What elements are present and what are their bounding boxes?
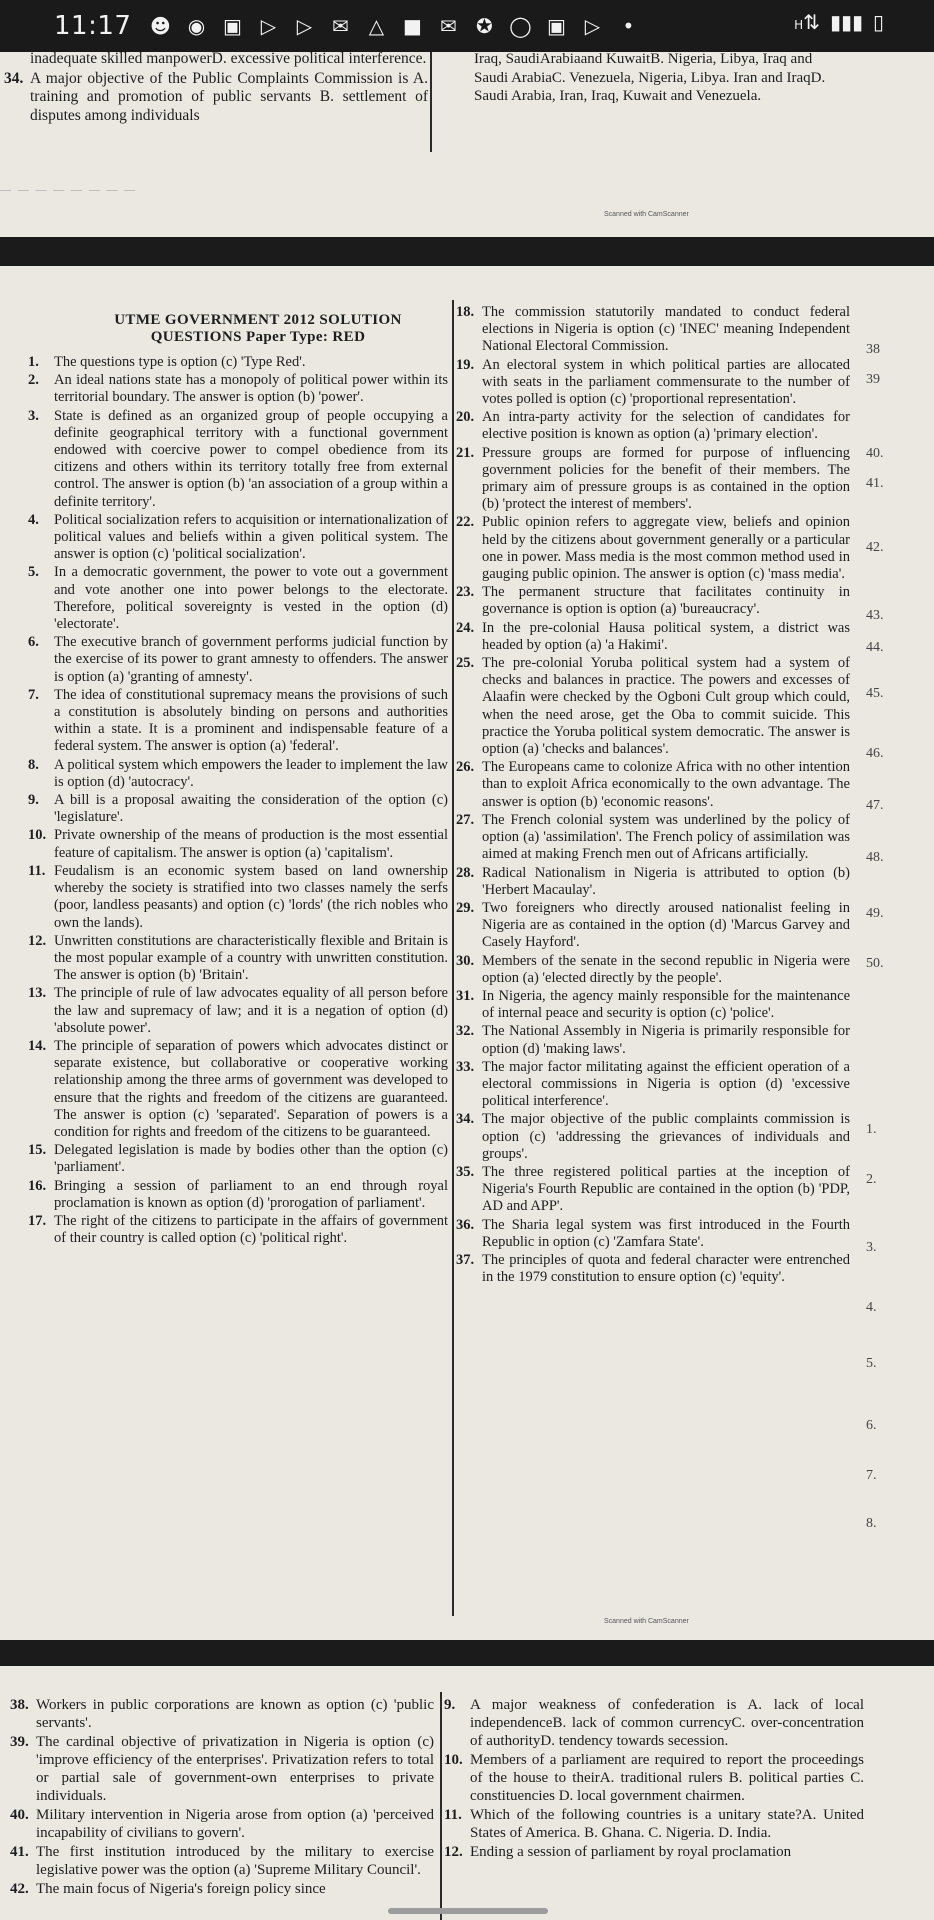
question-item [444,1806,864,1842]
question-text: State is defined as an organized group of people occupying a definite geographical territory with a functional government endowed with coercive power to compel obedience from its citizens and others within its territory totally free from external control. The answer is option (b) 'an association of a group within a definite territory'. [54,407,448,510]
question-number: 10. [28,827,47,844]
question-item [4,52,428,69]
question-item [28,792,448,826]
question-number: 38. [10,1697,29,1713]
question-item [28,933,448,985]
question-number: 8. [28,756,39,773]
o-icon: ◯ [509,14,532,38]
question-text: A major weakness of confederation is A. lack of local independenceB. lack of common currencyC. over-concentration of authorityD. tendency towards secession. [470,1697,864,1749]
question-number: 5. [28,564,39,581]
question-item [456,953,850,987]
question-text: An intra-party activity for the selection of candidates for elective position is known as option (a) 'primary election'. [482,409,850,443]
question-text: The three registered political parties at the inception of Nigeria's Fourth Republic are contained in the option (b) 'PDP, AD and APP'. [482,1163,850,1215]
question-text: Delegated legislation is made by bodies other than the option (c) 'parliament'. [54,1142,448,1176]
question-number: 10. [444,1752,463,1768]
scanner-watermark: Scanned with CamScanner [604,1618,689,1625]
question-number: 2. [28,372,39,389]
margin-number: 6. [866,1418,877,1433]
question-item [456,514,850,583]
question-number: 13. [28,985,47,1002]
question-text: Unwritten constitutions are characteristically flexible and Britain is the most popular example of a country with unwritten constitution. The answer is option (b) 'Britain'. [54,932,448,984]
question-text: The principle of separation of powers which advocates distinct or separate existence, but collaborative or cooperative working relationship among the three arms of government was developed to ensure that the rights and freedom of the citizens are guaranteed. The answer is option (c) 'separated'. Separation of powers is a condition for rights and freedom of the citizens to be guaranteed. [54,1037,448,1140]
question-item [456,409,850,443]
question-item [28,564,448,633]
v-app-icon: ▣ [222,14,242,38]
page3-right-column [444,1696,864,1862]
page2-right-column [456,304,850,1287]
question-number: 34. [456,1111,475,1128]
question-item [10,1843,434,1879]
question-text: Political socialization refers to acquisition or internationalization of political values and beliefs within a given political system. The answer is option (c) 'political socialization'. [54,511,448,563]
question-text: The executive branch of government performs judicial function by the exercise of its power to grant amnesty to offenders. The answer is option (a) 'granting of amnesty'. [54,634,448,685]
margin-number: 7. [866,1468,877,1483]
question-item [444,1843,864,1861]
question-number: 25. [456,655,475,672]
question-number: 24. [456,619,475,636]
robot-icon: ☻ [150,14,171,38]
jiji-icon: ▷ [260,14,277,38]
question-item [456,1217,850,1251]
scanned-page-top [0,52,934,237]
question-number: 11. [444,1807,462,1823]
margin-number: 2. [866,1172,877,1187]
battery-icon: ▯ [872,10,884,34]
star-icon: ✪ [476,14,493,38]
question-number: 42. [10,1881,29,1897]
facebook-icon: ◉ [187,14,206,38]
question-number: 27. [456,811,475,828]
title-line2: QUESTIONS Paper Type: RED [150,329,366,345]
question-text: The principle of rule of law advocates equality of all person before the law and supremacy of law; and it is a negation of option (d) 'absolute power'. [54,985,448,1036]
question-number: 33. [456,1058,475,1075]
question-number: 29. [456,899,475,916]
question-item [28,354,448,371]
notification-icons [147,14,641,38]
gmail-icon: ✉ [440,14,457,38]
question-text: Which of the following countries is a unitary state?A. United States of America. B. Ghana. C. Nigeria. D. India. [470,1807,864,1841]
question-text: In the pre-colonial Hausa political system, a district was headed by option (a) 'a Hakimi'. [482,619,850,653]
question-item [28,985,448,1037]
margin-number: 49. [866,906,884,921]
page1-right-text: Iraq, SaudiArabiaand KuwaitB. Nigeria, Libya, Iraq and Saudi ArabiaC. Venezuela, Nigeria, Libya. Iran and IraqD. Saudi Arabia, Iran, Iraq, Kuwait and Venezuela. [474,52,826,104]
scanned-page-bottom [0,1666,934,1920]
question-text: Military intervention in Nigeria arose from option (a) 'perceived incapability of civilians to govern'. [36,1807,434,1841]
page3-left-column [10,1696,434,1899]
margin-numbers [866,266,926,1640]
question-text: The pre-colonial Yoruba political system had a system of checks and balances in practice. The powers and excesses of Alaafin were checked by the Ogboni Cult group which could, when the need arose, get the Oba to commit suicide. This practice the Yoruba political system democratic. The answer is option (a) 'checks and balances'. [482,655,850,758]
question-text: inadequate skilled manpowerD. excessive political interference. [30,52,427,67]
question-text: Pressure groups are formed for purpose of influencing government policies for the benefit of their members. The primary aim of pressure groups is as contained in the option (b) 'protect the interest of members'. [482,444,850,513]
question-number: 11. [28,862,46,879]
column-divider [430,52,432,152]
question-text: The right of the citizens to participate in the affairs of government of their country is called option (c) 'political right'. [54,1212,448,1247]
question-number: 14. [28,1037,47,1054]
gmail-icon: ✉ [332,14,349,38]
question-number: 20. [456,409,475,426]
question-text: Public opinion refers to aggregate view, beliefs and opinion held by the citizens about government generally or a particular one in power. Mass media is the most common method used in gauging public opinion. The answer is option (c) 'mass media'. [482,514,850,583]
question-number: 26. [456,759,475,776]
question-number: 4. [28,511,39,528]
question-number: 34. [4,69,24,87]
question-number: 21. [456,444,475,461]
question-item [444,1751,864,1805]
question-text: The Europeans came to colonize Africa with no other intention than to exploit Africa economically to the own advantage. The answer is option (b) 'economic reasons'. [482,759,850,810]
question-text: Bringing a session of parliament to an end through royal proclamation is known as option (d) 'prorogation of parliament'. [54,1177,448,1211]
question-number: 37. [456,1251,475,1268]
question-number: 12. [444,1844,463,1860]
page2-left-column [28,312,448,1248]
margin-number: 1. [866,1122,877,1137]
dot-icon: • [622,14,635,38]
question-text: The major factor militating against the efficient operation of a electoral commissions in Nigeria is option (d) 'excessive political interference'. [482,1058,850,1110]
margin-number: 48. [866,850,884,865]
question-item [456,1111,850,1163]
question-number: 17. [28,1212,47,1229]
question-item [28,1038,448,1141]
question-text: The principles of quota and federal character were entrenched in the 1979 constitution to ensure option (c) 'equity'. [482,1251,850,1286]
question-item [28,863,448,932]
question-number: 31. [456,987,475,1004]
question-item [456,304,850,356]
question-item [28,1213,448,1247]
question-item [456,1252,850,1286]
question-number: 36. [456,1216,475,1233]
question-text: Radical Nationalism in Nigeria is attributed to option (b) 'Herbert Macaulay'. [482,864,850,898]
question-item [28,827,448,861]
question-item [456,620,850,654]
margin-number: 50. [866,956,884,971]
question-number: 35. [456,1163,475,1180]
n-icon: ■ [402,14,422,38]
question-item [456,1023,850,1057]
question-item [456,584,850,618]
question-text: Two foreigners who directly aroused nationalist feeling in Nigeria are as contained in the option (d) 'Marcus Garvey and Casely Hayford'. [482,899,850,951]
question-item [456,357,850,409]
question-text: The commission statutorily mandated to conduct federal elections in Nigeria is option (c) 'INEC' meaning Independent National Electoral Commission. [482,304,850,355]
question-text: An ideal nations state has a monopoly of political power within its territorial boundary. The answer is option (b) 'power'. [54,372,448,406]
column-divider [440,1692,442,1920]
question-number: 9. [28,792,39,809]
scanner-watermark: Scanned with CamScanner [604,211,689,218]
margin-number: 4. [866,1300,877,1315]
margin-number: 38 [866,342,880,357]
page1-right-column [474,52,850,106]
margin-number: 47. [866,798,884,813]
question-text: The major objective of the public complaints commission is option (c) 'addressing the grievances of individuals and groups'. [482,1111,850,1162]
question-item [456,812,850,864]
question-text: Private ownership of the means of production is the most essential feature of capitalism. The answer is option (a) 'capitalism'. [54,827,448,861]
play-icon: ▷ [584,14,601,38]
network-label: H [794,18,804,32]
margin-number: 40. [866,446,884,461]
question-number: 41. [10,1844,29,1860]
question-number: 23. [456,584,475,601]
margin-number: 46. [866,746,884,761]
question-text: The questions type is option (c) 'Type Red'. [54,354,306,370]
gesture-home-bar[interactable] [388,1908,548,1914]
question-item [456,759,850,811]
margin-number: 44. [866,640,884,655]
question-item [10,1806,434,1842]
question-item [10,1880,434,1898]
question-text: The main focus of Nigeria's foreign policy since [36,1881,326,1897]
question-item [10,1696,434,1732]
question-number: 32. [456,1023,475,1040]
question-text: Workers in public corporations are known as option (c) 'public servants'. [36,1697,434,1731]
jiji-icon: ▷ [296,14,313,38]
v-app-icon: ▣ [546,14,566,38]
question-text: Ending a session of parliament by royal proclamation [470,1844,792,1860]
page-title [28,312,448,346]
question-item [456,988,850,1022]
faint-footer: — — — — — — — — [0,184,138,196]
question-text: The French colonial system was underlined by the policy of option (a) 'assimilation'. The French policy of assimilation was aimed at making French men out of Africans artificially. [482,811,850,863]
margin-number: 45. [866,686,884,701]
question-number: 30. [456,952,475,969]
question-item [28,372,448,406]
alert-icon: △ [368,14,385,38]
question-item [456,900,850,952]
question-text: A bill is a proposal awaiting the consideration of the option (c) 'legislature'. [54,792,448,826]
margin-number: 8. [866,1516,877,1531]
question-item [28,634,448,686]
question-text: A major objective of the Public Complaints Commission is A. training and promotion of public servants B. settlement of disputes among individuals [30,69,428,124]
margin-number: 43. [866,608,884,623]
question-number: 3. [28,407,39,424]
question-number: 18. [456,304,475,320]
question-text: The cardinal objective of privatization in Nigeria is option (c) 'improve efficiency of the enterprises'. Privatization refers to total or partial sale of government-own enterprises to private individuals. [36,1734,434,1804]
question-number: 40. [10,1807,29,1823]
question-number: 19. [456,356,475,373]
question-item [456,1164,850,1216]
question-text: The idea of constitutional supremacy means the provisions of such a constitution is absolutely binding on persons and authorities within a state. It is a prominent and indispensable feature of a federal system. The answer is option (a) 'federal'. [54,686,448,755]
question-number: 28. [456,864,475,881]
question-text: Members of the senate in the second republic in Nigeria were option (a) 'elected directly by the people'. [482,952,850,986]
question-item [10,1733,434,1805]
question-text: In Nigeria, the agency mainly responsible for the maintenance of internal peace and security is option (c) 'police'. [482,987,850,1022]
question-number: 15. [28,1142,47,1159]
question-text: In a democratic government, the power to vote out a government and vote another one into power belongs to the electorate. Therefore, political sovereignty is vested in the option (d) 'electorate'. [54,564,448,633]
column-divider [452,300,454,1616]
margin-number: 41. [866,476,884,491]
question-text: The first institution introduced by the military to exercise legislative power was the option (a) 'Supreme Military Council'. [36,1844,434,1878]
question-number: 39. [10,1734,29,1750]
margin-number: 5. [866,1356,877,1371]
margin-number: 39 [866,372,880,387]
signal-icon: ▮▮▮ [829,10,863,34]
question-text: Feudalism is an economic system based on land ownership whereby the society is stratified into two classes namely the serfs (poor, landless peasants) and option (c) 'lords' (the rich nobles who own the lands). [54,862,448,931]
question-number: 9. [444,1697,456,1713]
question-item [456,655,850,758]
question-item [444,1696,864,1750]
status-bar [0,0,934,52]
margin-number: 42. [866,540,884,555]
margin-number: 3. [866,1240,877,1255]
question-text: Members of a parliament are required to report the proceedings of the house to theirA. traditional rulers B. political parties C. constituencies D. local government chairmen. [470,1752,864,1804]
data-arrows-icon: H⇅ [794,10,820,34]
status-time: 11:17 [54,11,132,41]
question-item [456,865,850,899]
question-item [456,445,850,514]
question-text: An electoral system in which political parties are allocated with seats in the parliament commensurate to the number of votes polled is option (c) 'proportional representation'. [482,356,850,408]
question-item [28,512,448,564]
system-icons [794,10,884,34]
question-item [28,408,448,511]
question-number: 22. [456,514,475,531]
question-number: 1. [28,354,39,370]
question-text: A political system which empowers the leader to implement the law is option (d) 'autocracy'. [54,756,448,790]
question-item [28,1178,448,1212]
question-number: 12. [28,932,47,949]
question-item [28,757,448,791]
scanned-page-main [0,266,934,1640]
question-item [28,1142,448,1176]
question-number: 6. [28,634,39,651]
question-text: The National Assembly in Nigeria is primarily responsible for option (d) 'making laws'. [482,1023,850,1057]
page1-left-column [4,52,428,126]
question-item [4,70,428,126]
question-item [456,1059,850,1111]
question-text: The permanent structure that facilitates continuity in governance is option is option (a) 'bureaucracy'. [482,584,850,618]
title-line1: UTME GOVERNMENT 2012 SOLUTION [114,312,402,328]
question-item [28,687,448,756]
question-text: The Sharia legal system was first introduced in the Fourth Republic in option (c) 'Zamfara State'. [482,1216,850,1250]
question-number: 7. [28,686,39,703]
question-number: 16. [28,1177,47,1194]
